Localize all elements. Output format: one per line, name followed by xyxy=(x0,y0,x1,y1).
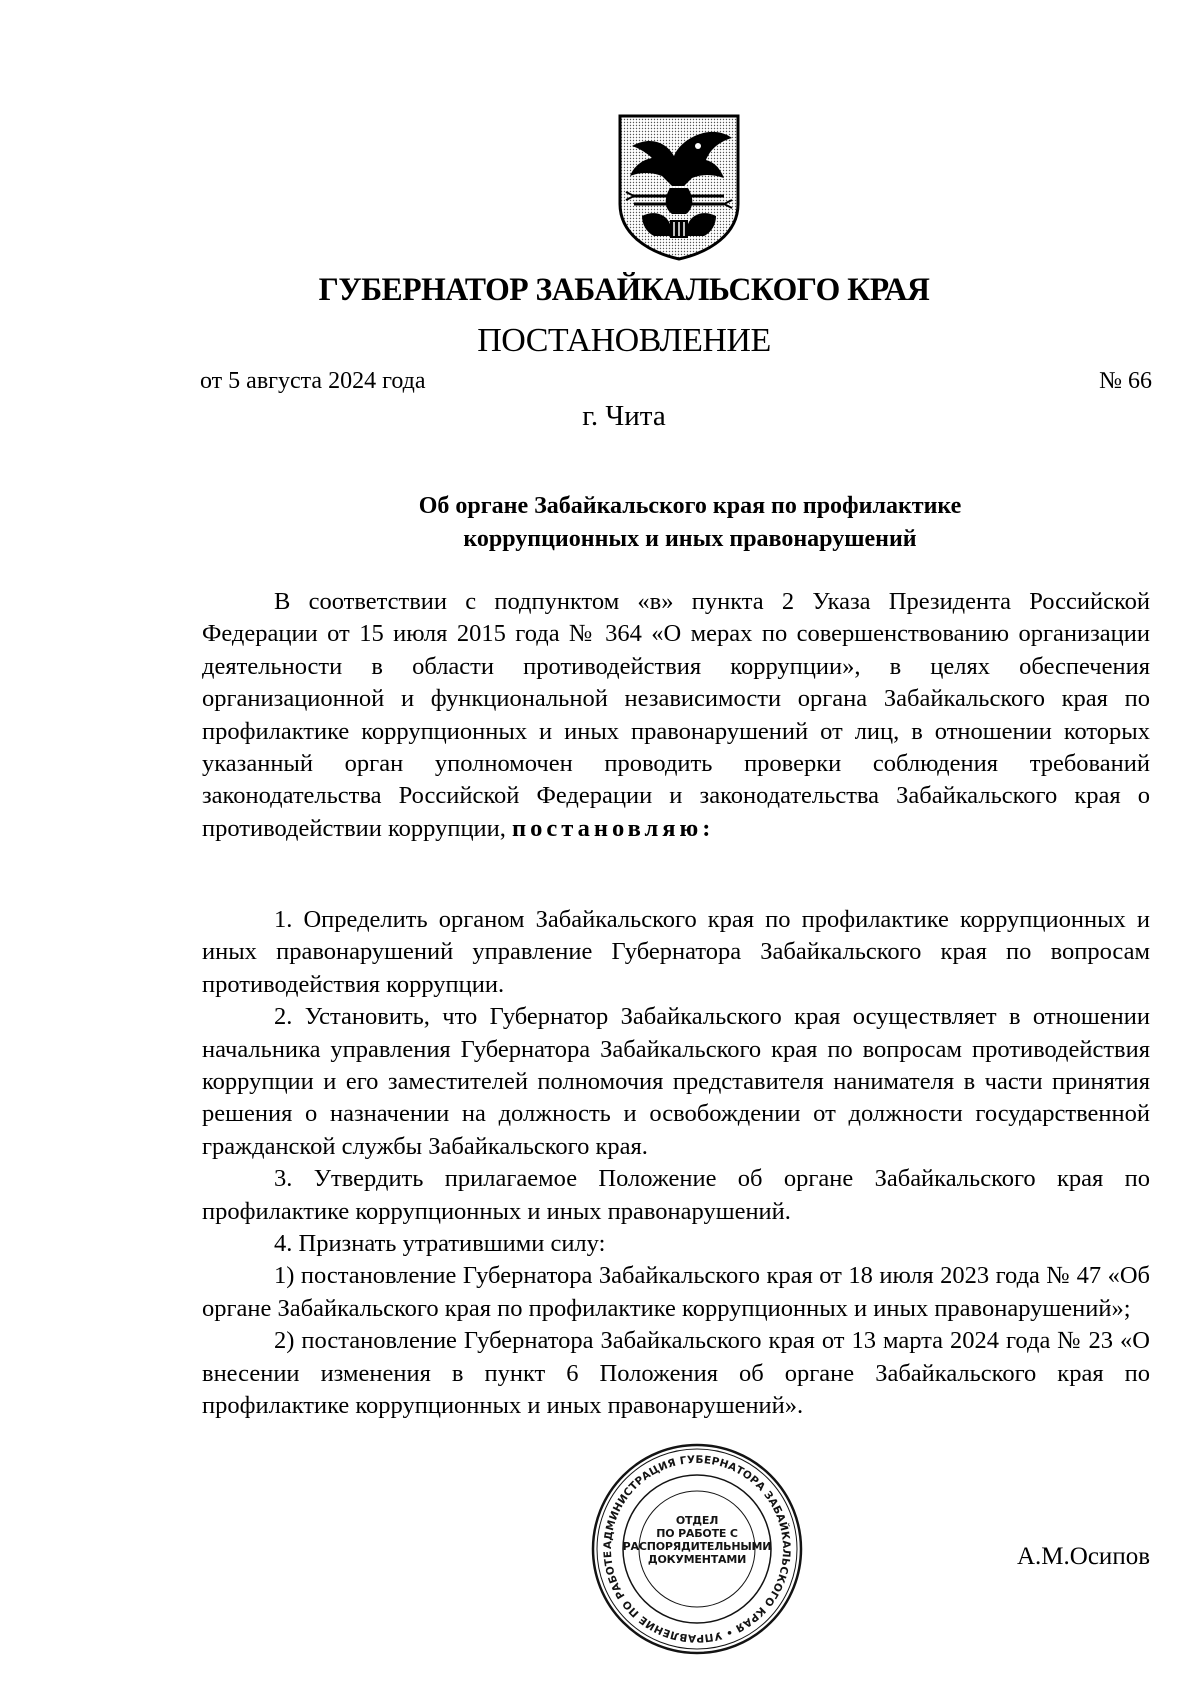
seal-center-line: ДОКУМЕНТАМИ xyxy=(647,1553,747,1566)
document-city: г. Чита xyxy=(582,400,666,432)
seal-center-line: РАСПОРЯДИТЕЛЬНЫМИ xyxy=(622,1540,772,1553)
resolution-subitem: 1) постановление Губернатора Забайкальского края от 18 июля 2023 года № 47 «Об органе Забайкальского края по профилактике коррупционных и иных правонарушений»; xyxy=(202,1262,1150,1322)
seal-center-line: ОТДЕЛ xyxy=(675,1514,719,1527)
document-type: ПОСТАНОВЛЕНИЕ xyxy=(477,322,771,359)
seal-center-line: ПО РАБОТЕ С xyxy=(656,1527,738,1540)
issuing-authority: ГУБЕРНАТОР ЗАБАЙКАЛЬСКОГО КРАЯ xyxy=(318,272,930,308)
preamble-paragraph xyxy=(202,586,1150,845)
resolve-word: постановляю: xyxy=(512,814,715,842)
resolution-item: 3. Утвердить прилагаемое Положение об органе Забайкальского края по профилактике коррупционных и иных правонарушений. xyxy=(202,1165,1150,1225)
resolution-item: 1. Определить органом Забайкальского края по профилактике коррупционных и иных правонарушений управление Губернатора Забайкальского края по вопросам противодействия коррупции. xyxy=(202,906,1150,998)
resolution-items xyxy=(202,904,1150,1423)
coat-of-arms-eagle-icon xyxy=(614,112,744,262)
resolution-item: 2. Установить, что Губернатор Забайкальского края осуществляет в отношении начальника управления Губернатора Забайкальского края по вопросам противодействия коррупции и его заместителей полномочия представителя нанимателя в части принятия решения о назначении на должность и освобождении от должности государственной гражданской службы Забайкальского края. xyxy=(202,1003,1150,1160)
preamble-text: В соответствии с подпунктом «в» пункта 2 Указа Президента Российской Федерации от 15 июля 2015 года № 364 «О мерах по совершенствованию организации деятельности в области противодействия коррупции», в целях обеспечения организационной и функциональной независимости органа Забайкальского края по профилактике коррупционных и иных правонарушений от лиц, в отношении которых указанный орган уполномочен проводить проверки соблюдения требований законодательства Российской Федерации и законодательства Забайкальского края о противодействии коррупции, xyxy=(202,588,1150,842)
document-number: № 66 xyxy=(1099,368,1152,394)
official-seal xyxy=(588,1440,806,1658)
document-date: от 5 августа 2024 года xyxy=(200,368,426,394)
document-heading-line: Об органе Забайкальского края по профилактике xyxy=(418,493,962,519)
document-heading xyxy=(300,490,1080,556)
document-heading-line: коррупционных и иных правонарушений xyxy=(463,526,917,552)
seal-ring-text: АДМИНИСТРАЦИЯ ГУБЕРНАТОРА ЗАБАЙКАЛЬСКОГО КРАЯ • УПРАВЛЕНИЕ ПО РАБОТЕ xyxy=(601,1453,793,1645)
signatory-name: А.М.Осипов xyxy=(1017,1543,1150,1570)
resolution-item: 4. Признать утратившими силу: xyxy=(274,1230,606,1258)
resolution-subitem: 2) постановление Губернатора Забайкальского края от 13 марта 2024 года № 23 «О внесении изменения в пункт 6 Положения об органе Забайкальского края по профилактике коррупционных и иных правонарушений». xyxy=(202,1327,1150,1420)
seal-center-text xyxy=(588,1514,806,1566)
